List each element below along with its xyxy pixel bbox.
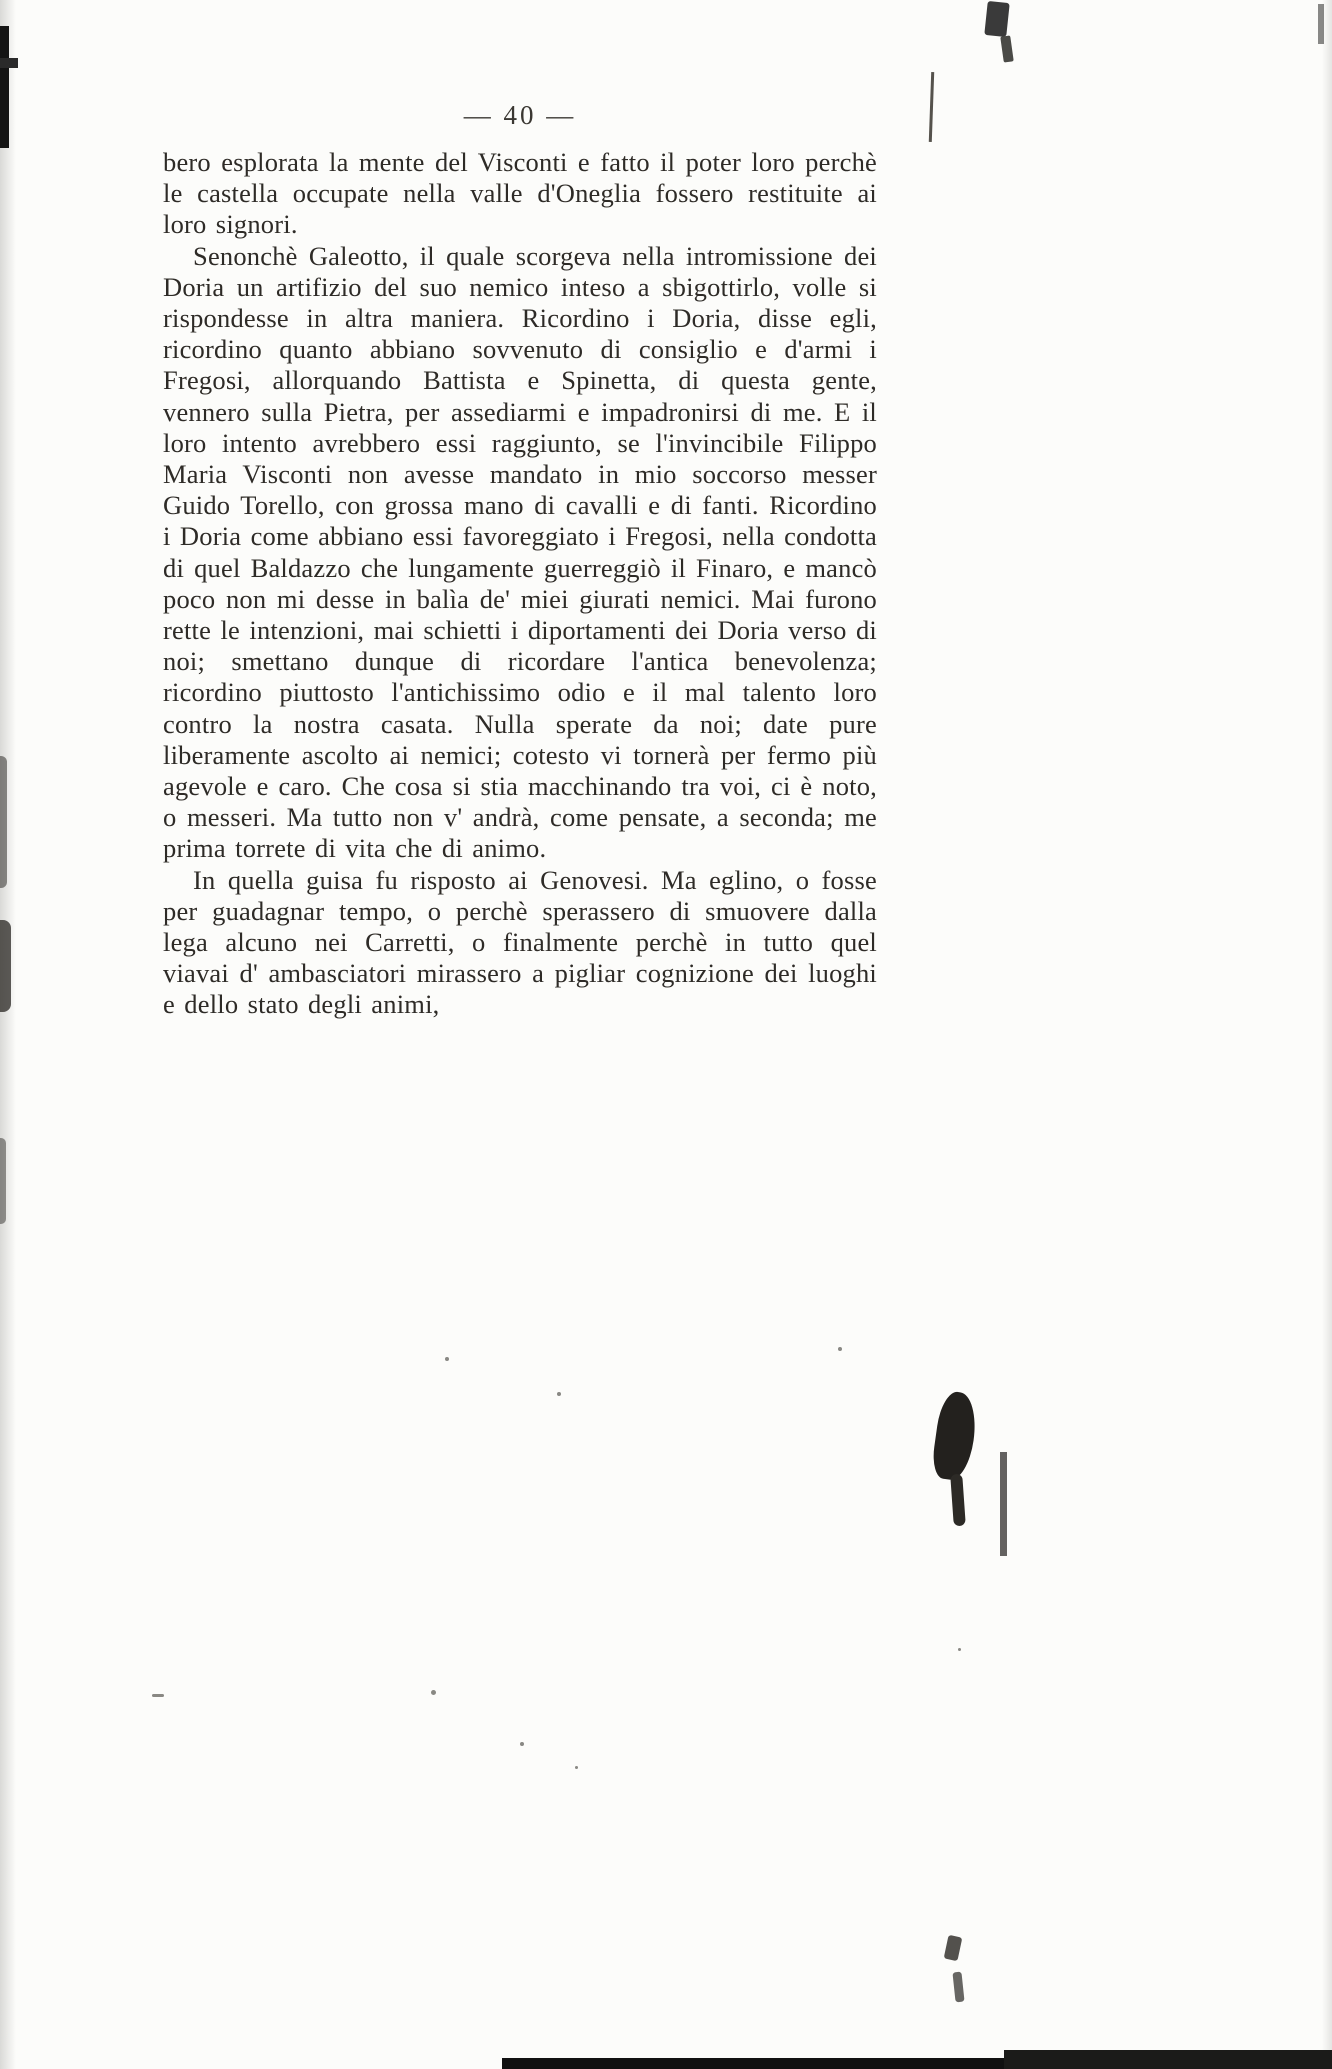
- paragraph-closing: In quella guisa fu risposto ai Genovesi. Ma eglino, o fosse per guadagnar tempo, o perchè sperassero di smuovere dalla lega alcuno nei Carretti, o finalmente perchè in tutto quel viavai d' ambasciatori mirassero a pigliar cognizione dei luoghi e dello stato degli animi,: [163, 864, 877, 1020]
- scan-speck: [557, 1392, 561, 1396]
- paragraph-continuation: bero esplorata la mente del Visconti e fatto il poter loro perchè le castella occupate nella valle d'Oneglia fossero restituite ai loro signori.: [163, 147, 877, 240]
- scan-artifact-top-right-mark: [1000, 35, 1014, 62]
- scan-speck: [575, 1766, 578, 1769]
- scan-artifact-top-left-bar: [0, 26, 9, 148]
- scan-artifact-ink-blob: [930, 1390, 980, 1482]
- scan-artifact-left-smudge: [0, 1138, 6, 1224]
- scan-speck: [520, 1742, 524, 1746]
- scan-artifact-bottom-strip: [1004, 2050, 1332, 2069]
- paragraph-body: Senonchè Galeotto, il quale scorgeva nella intromissione dei Doria un artifizio del suo nemico inteso a sbigottirlo, volle si rispondesse in altra maniera. Ricordino i Doria, disse egli, ricordino quanto abbiano sovvenuto di consiglio e d'armi i Fregosi, allorquando Battista e Spinetta, di questa gente, vennero sulla Pietra, per assediarmi e impadronirsi di me. E il loro intento avrebbero essi raggiunto, se l'invincibile Filippo Maria Visconti non avesse mandato in mio soccorso messer Guido Torello, con grossa mano di cavalli e di fanti. Ricordino i Doria come abbiano essi favoreggiato i Fregosi, nella condotta di quel Baldazzo che lungamente guerreggiò il Finaro, e mancò poco non mi desse in balìa de' miei giurati nemici. Mai furono rette le intenzioni, mai schietti i diportamenti dei Doria verso di noi; smettano dunque di ricordare l'antica benevolenza; ricordino piuttosto l'antichissimo odio e il mal talento loro contro la nostra casata. Nulla sperate da noi; date pure liberamente ascolto ai nemici; cotesto vi tornerà per fermo più agevole e caro. Che cosa si stia macchinando tra voi, ci è noto, o messeri. Ma tutto non v' andrà, come pensate, a seconda; me prima torrete di vita che di animo.: [163, 240, 877, 864]
- text-column: [163, 100, 877, 1021]
- scan-artifact-pen-line: [929, 72, 934, 142]
- scan-artifact-bottom-right-dash: [944, 1935, 963, 1961]
- scan-artifact-bottom-right-dash: [952, 1972, 964, 2003]
- scan-speck: [445, 1357, 449, 1361]
- scan-artifact-top-right-mark: [984, 1, 1009, 37]
- scan-artifact-left-smudge: [0, 920, 11, 1012]
- page-number: — 40 —: [463, 100, 577, 130]
- scan-artifact-top-left-notch: [0, 58, 18, 68]
- scan-artifact-ink-blob-tail: [950, 1474, 966, 1527]
- scan-shadow-right: [1322, 0, 1332, 2069]
- scan-artifact-right-bar: [1000, 1452, 1007, 1556]
- scan-artifact-left-smudge: [0, 756, 7, 888]
- scan-artifact-corner-right: [1318, 4, 1324, 44]
- scan-speck: [958, 1648, 961, 1651]
- scan-artifact-bottom-strip: [502, 2058, 1332, 2069]
- scan-shadow-left: [0, 0, 16, 2069]
- scan-speck: [838, 1347, 842, 1351]
- scan-speck: [431, 1690, 436, 1695]
- scan-speck: [152, 1694, 164, 1697]
